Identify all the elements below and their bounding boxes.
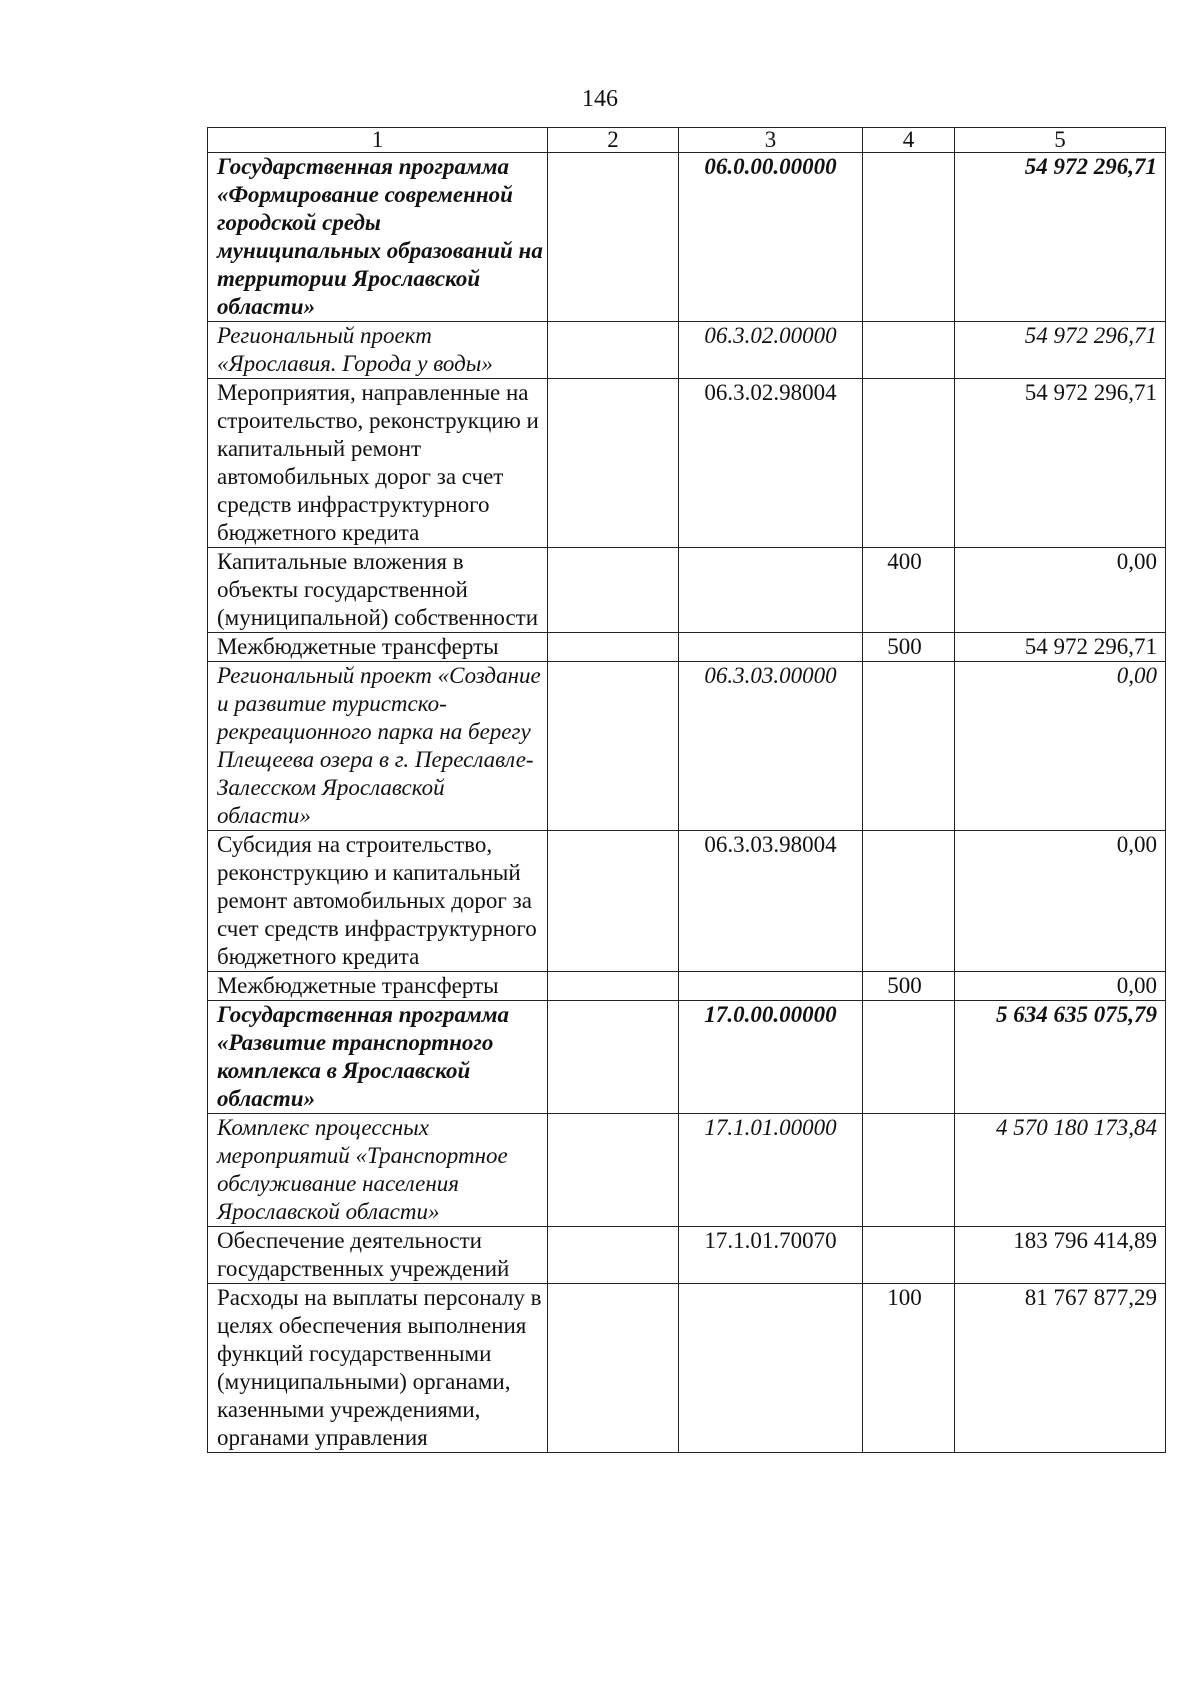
- table-row: [208, 972, 1166, 1001]
- row-amount-cell: 0,00: [955, 972, 1166, 1001]
- row-column-2-cell: [548, 633, 679, 662]
- row-amount-cell: 54 972 296,71: [955, 633, 1166, 662]
- column-header-5: 5: [955, 128, 1166, 153]
- row-column-2-cell: [548, 322, 679, 379]
- row-name-cell: Государственная программа «Развитие транспортного комплекса в Ярославской области»: [208, 1001, 548, 1114]
- table-row: [208, 379, 1166, 548]
- row-code-cell: [679, 633, 863, 662]
- row-code-cell: [679, 1284, 863, 1453]
- row-column-2-cell: [548, 1284, 679, 1453]
- table-row: [208, 1227, 1166, 1284]
- table-row: [208, 831, 1166, 972]
- row-type-cell: [863, 662, 955, 831]
- row-code-cell: 06.3.03.00000: [679, 662, 863, 831]
- row-name-cell: Межбюджетные трансферты: [208, 972, 548, 1001]
- row-code-cell: 06.0.00.00000: [679, 153, 863, 322]
- page-number: 146: [582, 86, 618, 112]
- row-type-cell: 500: [863, 972, 955, 1001]
- row-amount-cell: 81 767 877,29: [955, 1284, 1166, 1453]
- table-row: [208, 1284, 1166, 1453]
- row-column-2-cell: [548, 548, 679, 633]
- row-column-2-cell: [548, 831, 679, 972]
- row-type-cell: [863, 1001, 955, 1114]
- row-amount-cell: 183 796 414,89: [955, 1227, 1166, 1284]
- table-row: [208, 548, 1166, 633]
- row-name-cell: Расходы на выплаты персоналу в целях обеспечения выполнения функций государственными (муниципальными) органами, казенными учреждениями, органами управления: [208, 1284, 548, 1453]
- row-code-cell: 06.3.02.00000: [679, 322, 863, 379]
- row-name-cell: Капитальные вложения в объекты государственной (муниципальной) собственности: [208, 548, 548, 633]
- table-row: [208, 1001, 1166, 1114]
- row-type-cell: 500: [863, 633, 955, 662]
- row-name-cell: Обеспечение деятельности государственных учреждений: [208, 1227, 548, 1284]
- row-column-2-cell: [548, 379, 679, 548]
- row-amount-cell: 4 570 180 173,84: [955, 1114, 1166, 1227]
- row-name-cell: Мероприятия, направленные на строительство, реконструкцию и капитальный ремонт автомобильных дорог за счет средств инфраструктурного бюджетного кредита: [208, 379, 548, 548]
- row-code-cell: 06.3.03.98004: [679, 831, 863, 972]
- row-column-2-cell: [548, 1227, 679, 1284]
- row-type-cell: [863, 322, 955, 379]
- row-type-cell: [863, 1227, 955, 1284]
- row-column-2-cell: [548, 662, 679, 831]
- row-code-cell: 17.0.00.00000: [679, 1001, 863, 1114]
- row-code-cell: 17.1.01.70070: [679, 1227, 863, 1284]
- column-header-1: 1: [208, 128, 548, 153]
- row-name-cell: Государственная программа «Формирование современной городской среды муниципальных образований на территории Ярославской области»: [208, 153, 548, 322]
- row-type-cell: [863, 831, 955, 972]
- row-code-cell: 17.1.01.00000: [679, 1114, 863, 1227]
- row-column-2-cell: [548, 972, 679, 1001]
- row-amount-cell: 0,00: [955, 662, 1166, 831]
- row-amount-cell: 54 972 296,71: [955, 153, 1166, 322]
- column-number-row: [208, 128, 1166, 153]
- row-name-cell: Субсидия на строительство, реконструкцию и капитальный ремонт автомобильных дорог за счет средств инфраструктурного бюджетного кредита: [208, 831, 548, 972]
- row-type-cell: 400: [863, 548, 955, 633]
- row-name-cell: Комплекс процессных мероприятий «Транспортное обслуживание населения Ярославской области»: [208, 1114, 548, 1227]
- row-code-cell: [679, 548, 863, 633]
- row-name-cell: Региональный проект «Ярославия. Города у воды»: [208, 322, 548, 379]
- row-code-cell: 06.3.02.98004: [679, 379, 863, 548]
- row-column-2-cell: [548, 1114, 679, 1227]
- row-name-cell: Межбюджетные трансферты: [208, 633, 548, 662]
- row-amount-cell: 54 972 296,71: [955, 379, 1166, 548]
- table-row: [208, 153, 1166, 322]
- row-type-cell: 100: [863, 1284, 955, 1453]
- table-row: [208, 633, 1166, 662]
- table-row: [208, 322, 1166, 379]
- table-row: [208, 662, 1166, 831]
- row-column-2-cell: [548, 1001, 679, 1114]
- column-header-3: 3: [679, 128, 863, 153]
- row-column-2-cell: [548, 153, 679, 322]
- row-code-cell: [679, 972, 863, 1001]
- column-header-2: 2: [548, 128, 679, 153]
- budget-table: [207, 127, 1166, 1453]
- table-body: [208, 153, 1166, 1453]
- row-amount-cell: 5 634 635 075,79: [955, 1001, 1166, 1114]
- row-type-cell: [863, 1114, 955, 1227]
- row-amount-cell: 54 972 296,71: [955, 322, 1166, 379]
- column-header-4: 4: [863, 128, 955, 153]
- row-amount-cell: 0,00: [955, 831, 1166, 972]
- row-type-cell: [863, 379, 955, 548]
- table-row: [208, 1114, 1166, 1227]
- row-amount-cell: 0,00: [955, 548, 1166, 633]
- row-type-cell: [863, 153, 955, 322]
- row-name-cell: Региональный проект «Создание и развитие туристско-рекреационного парка на берегу Плещеева озера в г. Переславле-Залесском Ярославской области»: [208, 662, 548, 831]
